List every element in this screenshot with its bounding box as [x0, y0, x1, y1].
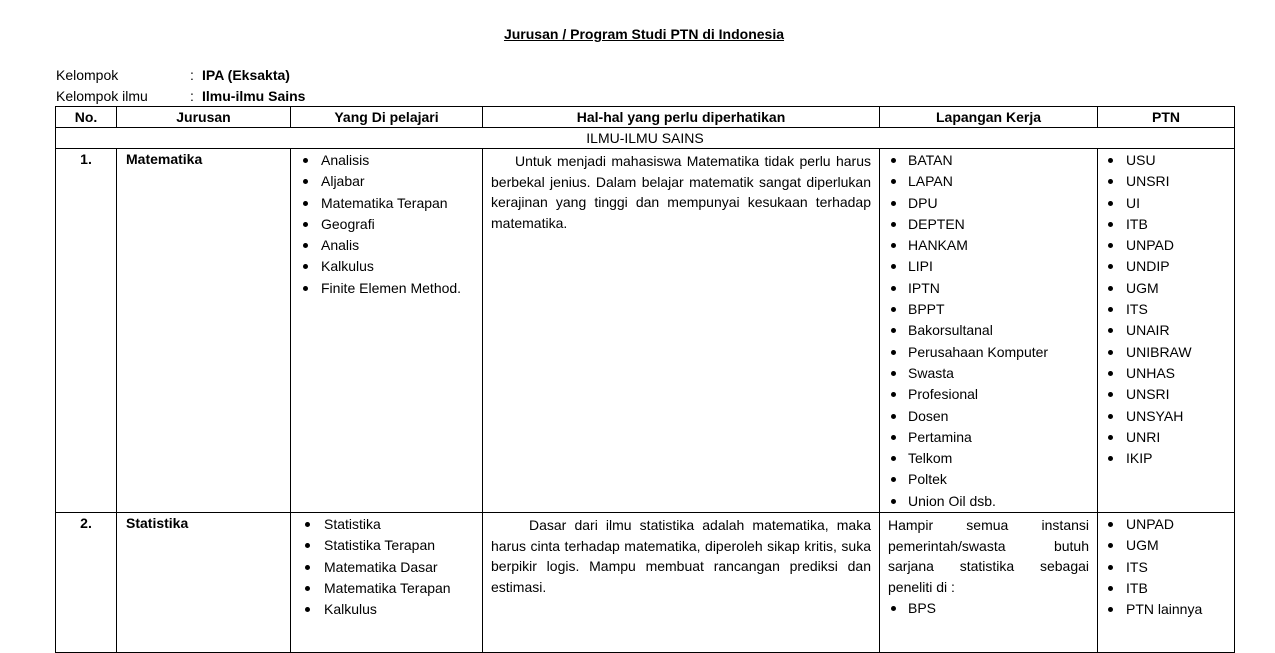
header-dipelajari: Yang Di pelajari: [291, 107, 483, 128]
catatan-text: Dasar dari ilmu statistika adalah matematika, maka harus cinta terhadap matematika, diperoleh sikap kritis, suka berpikir logis. Mampu membuat rancangan prediksi dan estimasi.: [491, 517, 871, 595]
list-item: Analis: [291, 235, 482, 256]
ptn-list: [1098, 513, 1234, 620]
list-item: UNPAD: [1098, 235, 1234, 256]
list-item: UNSYAH: [1098, 406, 1234, 427]
meta-colon: :: [190, 67, 194, 83]
list-item: Union Oil dsb.: [880, 491, 1097, 512]
list-item: Pertamina: [880, 427, 1097, 448]
list-item: Profesional: [880, 384, 1097, 405]
list-item: UNRI: [1098, 427, 1234, 448]
row-lapangan-kerja: [880, 149, 1098, 513]
list-item: Kalkulus: [291, 256, 482, 277]
list-item: Matematika Terapan: [291, 193, 482, 214]
list-item: UNSRI: [1098, 171, 1234, 192]
list-item: Statistika: [291, 514, 482, 535]
list-item: Poltek: [880, 469, 1097, 490]
list-item: HANKAM: [880, 235, 1097, 256]
list-item: DPU: [880, 193, 1097, 214]
dipelajari-list: [291, 149, 482, 299]
list-item: PTN lainnya: [1098, 599, 1234, 620]
section-row: [56, 128, 1235, 149]
list-item: LAPAN: [880, 171, 1097, 192]
ptn-list: [1098, 149, 1234, 469]
table-row: [56, 513, 1235, 653]
list-item: Telkom: [880, 448, 1097, 469]
list-item: USU: [1098, 150, 1234, 171]
list-item: Matematika Dasar: [291, 557, 482, 578]
meta-value: IPA (Eksakta): [202, 67, 290, 83]
list-item: UGM: [1098, 535, 1234, 556]
list-item: BPS: [880, 598, 1097, 619]
majors-table: [55, 106, 1235, 653]
list-item: Finite Elemen Method.: [291, 278, 482, 299]
list-item: UNSRI: [1098, 384, 1234, 405]
header-ptn: PTN: [1098, 107, 1235, 128]
list-item: ITS: [1098, 557, 1234, 578]
list-item: IPTN: [880, 278, 1097, 299]
list-item: UNAIR: [1098, 320, 1234, 341]
list-item: LIPI: [880, 256, 1097, 277]
list-item: UNIBRAW: [1098, 342, 1234, 363]
row-number: 2.: [56, 513, 117, 653]
row-dipelajari: [291, 149, 483, 513]
catatan-text: Untuk menjadi mahasiswa Matematika tidak perlu harus berbekal jenius. Dalam belajar matematik sangat diperlukan kerajinan yang tinggi dan mempunyai kesukaan terhadap matematika.: [491, 153, 871, 231]
list-item: UNPAD: [1098, 514, 1234, 535]
list-item: Kalkulus: [291, 599, 482, 620]
kerja-intro-text: Hampir semua instansi pemerintah/swasta butuh sarjana statistika sebagai peneliti di :: [888, 517, 1089, 595]
list-item: Matematika Terapan: [291, 578, 482, 599]
meta-colon: :: [190, 88, 194, 104]
list-item: BATAN: [880, 150, 1097, 171]
list-item: BPPT: [880, 299, 1097, 320]
meta-kelompok-ilmu: [56, 88, 305, 104]
list-item: Swasta: [880, 363, 1097, 384]
meta-kelompok: [56, 67, 290, 83]
list-item: ITS: [1098, 299, 1234, 320]
kerja-list: [880, 149, 1097, 512]
list-item: UNHAS: [1098, 363, 1234, 384]
row-ptn: [1098, 149, 1235, 513]
section-title: ILMU-ILMU SAINS: [56, 128, 1235, 149]
list-item: Geografi: [291, 214, 482, 235]
table-row: [56, 149, 1235, 513]
row-jurusan: Matematika: [117, 149, 291, 513]
meta-value: Ilmu-ilmu Sains: [202, 88, 306, 104]
header-jurusan: Jurusan: [117, 107, 291, 128]
list-item: UGM: [1098, 278, 1234, 299]
row-catatan: [483, 149, 880, 513]
row-lapangan-kerja: [880, 513, 1098, 653]
dipelajari-list: [291, 513, 482, 620]
row-ptn: [1098, 513, 1235, 653]
meta-label: Kelompok: [56, 67, 119, 83]
row-dipelajari: [291, 513, 483, 653]
list-item: DEPTEN: [880, 214, 1097, 235]
list-item: UNDIP: [1098, 256, 1234, 277]
list-item: ITB: [1098, 578, 1234, 599]
header-no: No.: [56, 107, 117, 128]
row-catatan: [483, 513, 880, 653]
list-item: Bakorsultanal: [880, 320, 1097, 341]
list-item: Dosen: [880, 406, 1097, 427]
meta-label: Kelompok ilmu: [56, 88, 148, 104]
list-item: Perusahaan Komputer: [880, 342, 1097, 363]
document-title: Jurusan / Program Studi PTN di Indonesia: [503, 26, 785, 42]
list-item: Aljabar: [291, 171, 482, 192]
list-item: IKIP: [1098, 448, 1234, 469]
list-item: ITB: [1098, 214, 1234, 235]
table-header-row: [56, 107, 1235, 128]
row-number: 1.: [56, 149, 117, 513]
list-item: UI: [1098, 193, 1234, 214]
row-jurusan: Statistika: [117, 513, 291, 653]
list-item: Analisis: [291, 150, 482, 171]
list-item: Statistika Terapan: [291, 535, 482, 556]
header-lapangan-kerja: Lapangan Kerja: [880, 107, 1098, 128]
header-catatan: Hal-hal yang perlu diperhatikan: [483, 107, 880, 128]
kerja-list: [880, 597, 1097, 619]
